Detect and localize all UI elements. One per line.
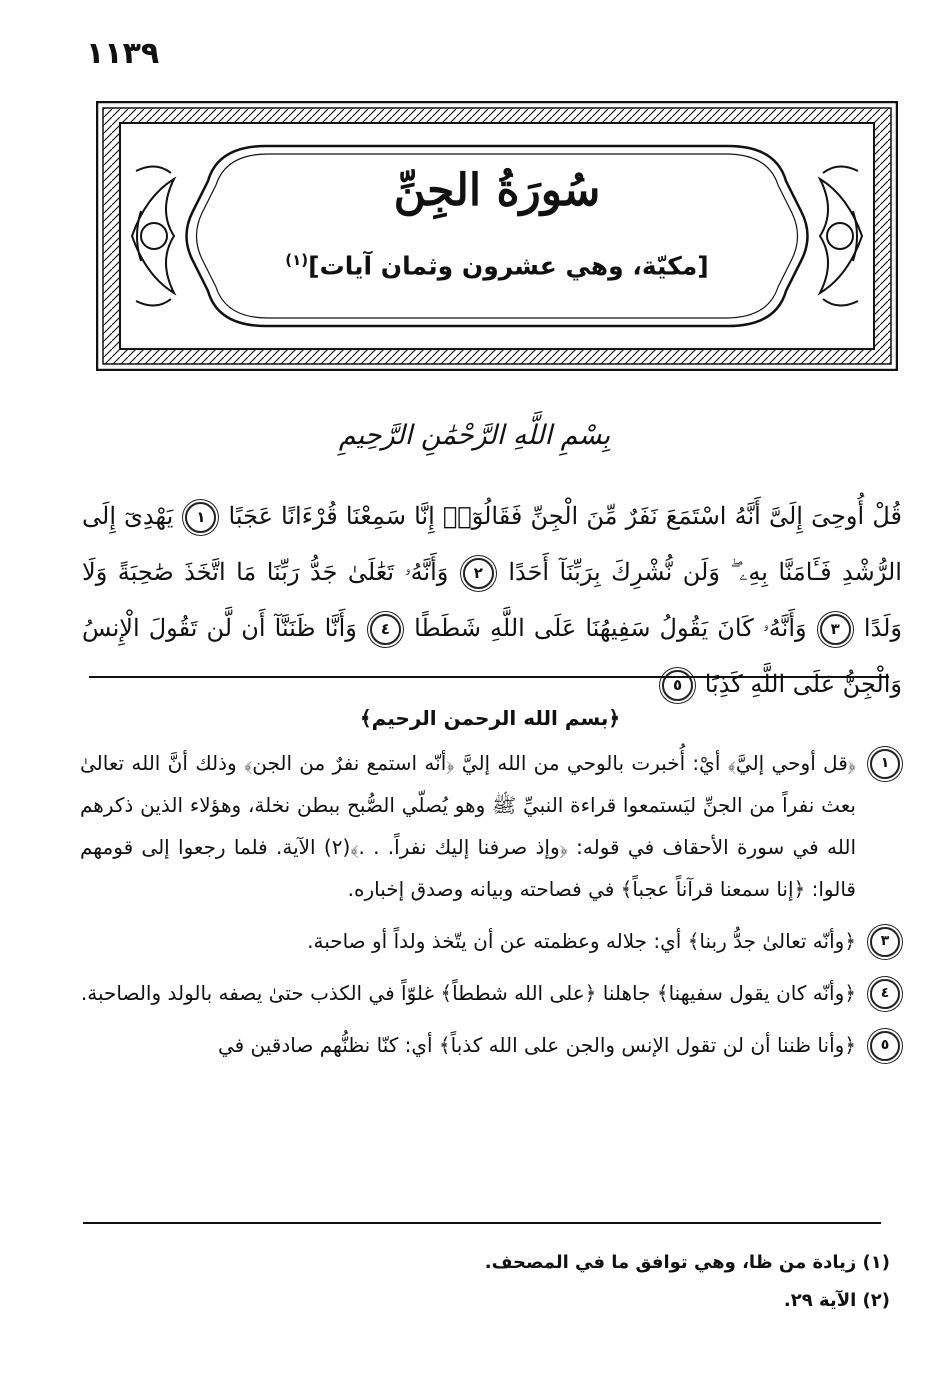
- verse-text: وَأَنَّا ظَنَنَّآ أَن لَّن تَقُولَ الْإِنسُ وَالْجِنُّ عَلَى اللَّهِ كَذِبًا: [82, 614, 902, 698]
- commentary-heading: ﴿بسم الله الرحمن الرحيم﴾: [359, 706, 621, 730]
- verse-text: وَأَنَّهُۥ كَانَ يَقُولُ سَفِيهُنَا عَلَى اللَّهِ شَطَطًا: [414, 614, 807, 642]
- verse-number-badge: ١: [870, 749, 900, 779]
- ayah-marker: ٢: [463, 558, 494, 589]
- commentary-entry: [80, 972, 900, 1014]
- surah-title: سُورَةُ الجِنِّ: [393, 165, 601, 216]
- footnote: (١) زيادة من ظا، وهي توافق ما في المصحف.: [484, 1252, 890, 1273]
- footnote-ref: (١): [285, 251, 309, 269]
- commentary-text: ﴿وأنّه كان يقول سفيهنا﴾ جاهلنا ﴿على الله شططاً﴾ غلوّاً في الكذب حتىٰ يصفه بالولد والصاحبة.: [80, 981, 856, 1005]
- commentary-entry: [80, 1024, 900, 1066]
- surah-info: [96, 251, 898, 280]
- commentary-entry: [80, 920, 900, 962]
- commentary-entry: [80, 742, 900, 910]
- verse-text: قُلْ أُوحِىَ إِلَىَّ أَنَّهُ اسْتَمَعَ نَفَرٌ مِّنَ الْجِنِّ فَقَالُوٓا۟ إِنَّا سَمِعْنَا قُرْءَانًا عَجَبًا: [228, 502, 902, 530]
- ayah-marker: ٤: [370, 614, 401, 645]
- commentary-block: [80, 700, 900, 1076]
- ayah-marker: ٣: [820, 614, 851, 645]
- commentary-text: ﴿قل أوحي إليَّ﴾ أيْ: أُخبرت بالوحي من الله إليَّ ﴿أنّه استمع نفرٌ من الجن﴾ وذلك أنَّ الله تعالىٰ بعث نفراً من الجنِّ ليَستمعوا قراءة النبيِّ ﷺ وهو يُصلّي الصُّبح ببطن نخلة، وهؤلاء الذين ذكرهم الله في سورة الأحقاف في قوله: ﴿وإذ صرفنا إليك نفراً. . .﴾(٢) الآية. فلما رجعوا إلى قومهم قالوا: ﴿إنا سمعنا قرآناً عجباً﴾ في فصاحته وبيانه وصدق إخباره.: [80, 751, 857, 901]
- commentary-text: ﴿وأنّه تعالىٰ جدُّ ربنا﴾ أي: جلاله وعظمته عن أن يتّخذ ولداً أو صاحبة.: [307, 929, 856, 953]
- basmala: بِسْمِ اللَّهِ الرَّحْمَٰنِ الرَّحِيمِ: [338, 420, 611, 451]
- separator-rule: [89, 676, 889, 678]
- verse-number-badge: ٣: [870, 927, 900, 957]
- page-number: ١١٣٩: [86, 36, 160, 71]
- verse-number-badge: ٤: [870, 979, 900, 1009]
- footnote-separator: [83, 1222, 881, 1224]
- ayah-marker: ١: [185, 502, 216, 533]
- footnotes: [80, 1244, 890, 1320]
- footnote: (٢) الآية ٢٩.: [783, 1290, 890, 1311]
- ayah-marker: ٥: [662, 670, 693, 701]
- verse-number-badge: ٥: [870, 1031, 900, 1061]
- quran-text-block: [82, 488, 902, 712]
- surah-header-frame: [96, 101, 898, 371]
- quran-paragraph: [82, 488, 902, 712]
- ornamental-frame-icon: [96, 101, 898, 371]
- commentary-text: ﴿وأنا ظننا أن لن تقول الإنس والجن على الله كذباً﴾ أي: كنّا نظنُّهم صادقين في: [217, 1033, 856, 1057]
- verse-text: وَأَنَّهُۥ تَعَٰلَىٰ جَدُّ رَبِّنَا مَا اتَّخَذَ صَٰحِبَةً وَلَا وَلَدًا: [82, 558, 903, 642]
- surah-info-text: [مكيّة، وهي عشرون وثمان آيات]: [308, 251, 709, 281]
- verse-text: يَهْدِىٓ إِلَى الرُّشْدِ فَـَٔامَنَّا بِهِۦ ۖ وَلَن نُّشْرِكَ بِرَبِّنَآ أَحَدًا: [82, 502, 902, 586]
